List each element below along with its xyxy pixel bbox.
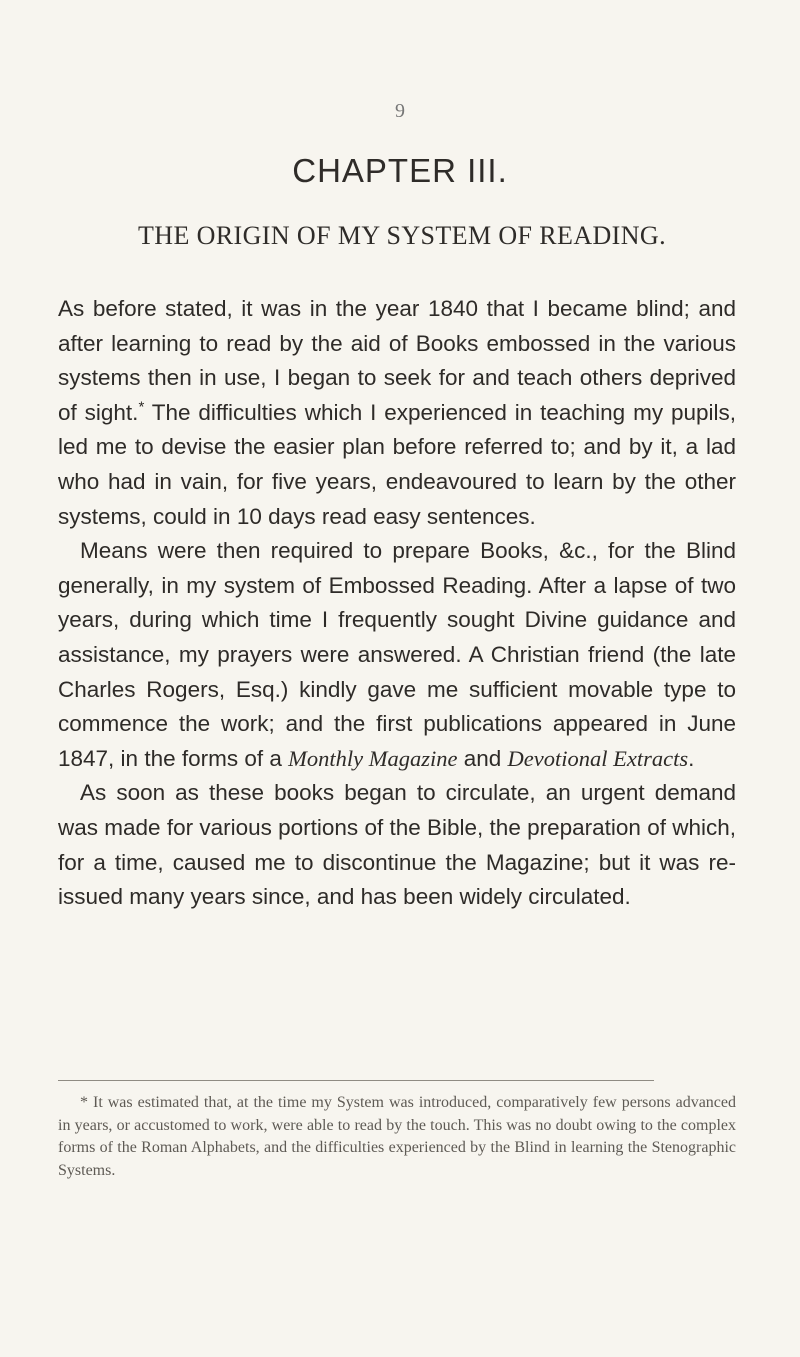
chapter-heading: CHAPTER III.	[292, 152, 508, 189]
paragraph-2-conjunction: and	[457, 745, 508, 771]
monthly-magazine-title: Monthly Magazine	[288, 745, 458, 771]
chapter-body	[58, 292, 736, 915]
paragraph-2	[58, 534, 736, 776]
chapter-title: THE ORIGIN OF MY SYSTEM OF READING.	[138, 221, 666, 250]
footnote: * It was estimated that, at the time my System was introduced, comparatively few persons advanced in years, or accustomed to work, were able to read by the touch. This was no doubt owing to the complex forms of the Roman Alphabets, and the difficulties experienced by the Blind in learning the Stenographic Systems.	[58, 1094, 736, 1179]
paragraph-1-continuation: The difficulties which I experienced in teaching my pupils, led me to devise the easier plan before referred to; and by it, a lad who had in vain, for five years, endeavoured to learn by the other systems, could in 10 days read easy sentences.	[58, 399, 736, 529]
devotional-extracts-title: Devotional Extracts	[507, 745, 689, 771]
paragraph-1-text: As before stated, it was in the year 1840 that I became blind; and after learning to read by the aid of Books embossed in the various systems then in use, I began to seek for and teach others deprived of sight.	[58, 296, 736, 425]
footnote-divider	[58, 1080, 654, 1081]
paragraph-2-end: .	[688, 745, 695, 771]
paragraph-2-text: Means were then required to prepare Books, &c., for the Blind generally, in my system of Embossed Reading. After a lapse of two years, during which time I frequently sought Divine guidance and assistance, my prayers were answered. A Christian friend (the late Charles Rogers, Esq.) kindly gave me sufficient movable type to commence the work; and the first publications appeared in June 1847, in the forms of a	[58, 538, 736, 771]
paragraph-1	[58, 292, 736, 534]
page-number: 9	[395, 100, 405, 122]
footnote-marker: *	[138, 398, 145, 416]
paragraph-3: As soon as these books began to circulate, an urgent demand was made for various portions of the Bible, the preparation of which, for a time, caused me to discontinue the Magazine; but it was re-issued many years since, and has been widely circulated.	[58, 780, 736, 910]
